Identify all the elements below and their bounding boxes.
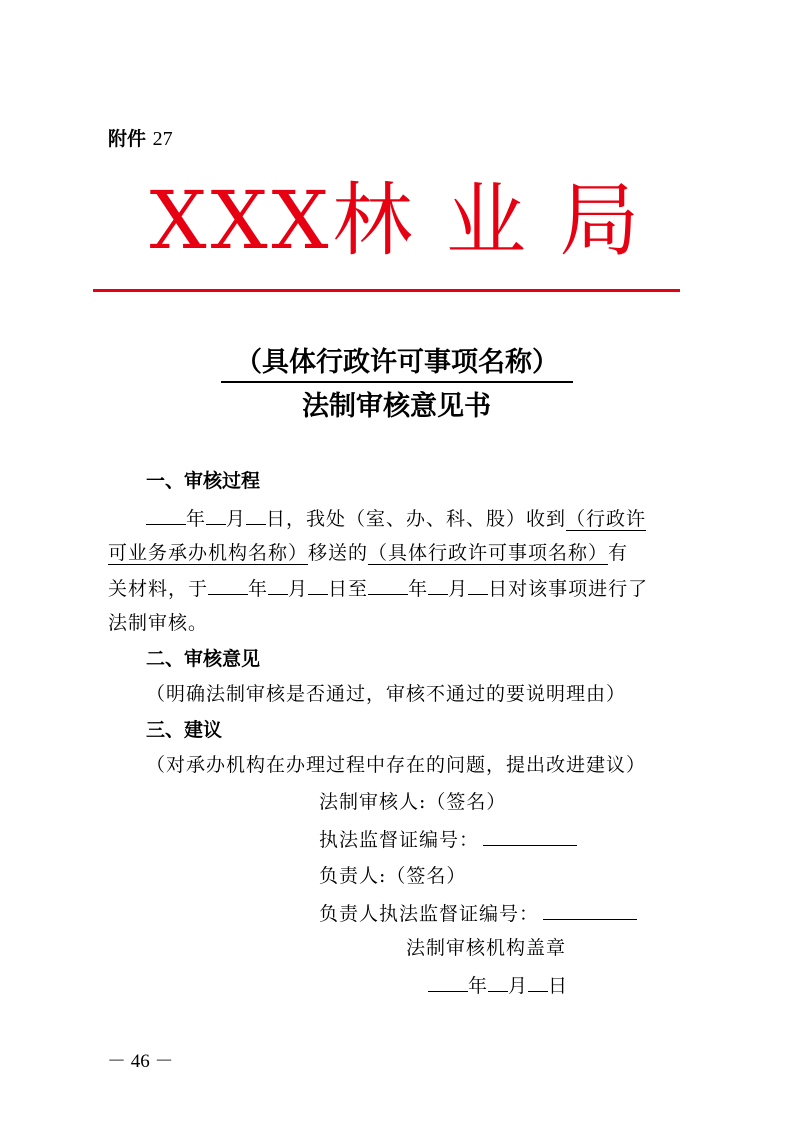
org-header: XXX林 业 局 (149, 174, 644, 267)
date-year-blank (428, 971, 468, 992)
section3-content: （对承办机构在办理过程中存在的问题，提出改进建议） (146, 754, 647, 776)
blank-month-2 (428, 574, 448, 595)
reviewer-cert: 执法监督证编号： (319, 825, 577, 854)
section1-line1: 年 月 日，我处（室、办、科、股）收到（行政许 (146, 504, 646, 533)
blank-year (146, 504, 186, 525)
attachment-number: 27 (152, 128, 173, 150)
blank-day-2 (468, 574, 488, 595)
red-divider (93, 289, 680, 292)
blank-month (206, 504, 226, 525)
responsible-signature: 负责人:（签名） (319, 865, 467, 887)
doc-title: 法制审核意见书 (302, 391, 491, 422)
section2-content: （明确法制审核是否通过，审核不通过的要说明理由） (146, 683, 627, 705)
blank-day-1 (308, 574, 328, 595)
blank-day (246, 504, 266, 525)
responsible-cert-blank (543, 899, 637, 920)
date-month-blank (488, 971, 508, 992)
blank-year-2 (368, 574, 408, 595)
section1-heading: 一、审核过程 (146, 470, 261, 492)
org-name-part1: （行政许 (566, 508, 647, 530)
doc-title-item: （具体行政许可事项名称） (221, 345, 573, 383)
blank-year-1 (208, 574, 248, 595)
org-name-part2: 可业务承办机构名称） (108, 542, 309, 564)
section2-heading: 二、审核意见 (146, 648, 261, 670)
responsible-cert: 负责人执法监督证编号： (319, 899, 637, 928)
section1-line4: 法制审核。 (108, 612, 209, 634)
section1-line3: 关材料，于 年 月 日至 年 月 日对该事项进行了 (108, 574, 648, 603)
reviewer-cert-blank (483, 825, 577, 846)
section1-line2: 可业务承办机构名称）移送的（具体行政许可事项名称）有 (108, 542, 629, 564)
reviewer-signature: 法制审核人:（签名） (319, 791, 507, 813)
signature-date: 年 月 日 (428, 971, 568, 1000)
blank-month-1 (268, 574, 288, 595)
page-number: － 46 － (107, 1051, 174, 1072)
item-name: （具体行政许可事项名称） (368, 542, 609, 564)
attachment-label: 附件 27 (108, 128, 173, 150)
section3-heading: 三、建议 (146, 719, 223, 741)
seal-label: 法制审核机构盖章 (406, 937, 567, 959)
date-day-blank (528, 971, 548, 992)
